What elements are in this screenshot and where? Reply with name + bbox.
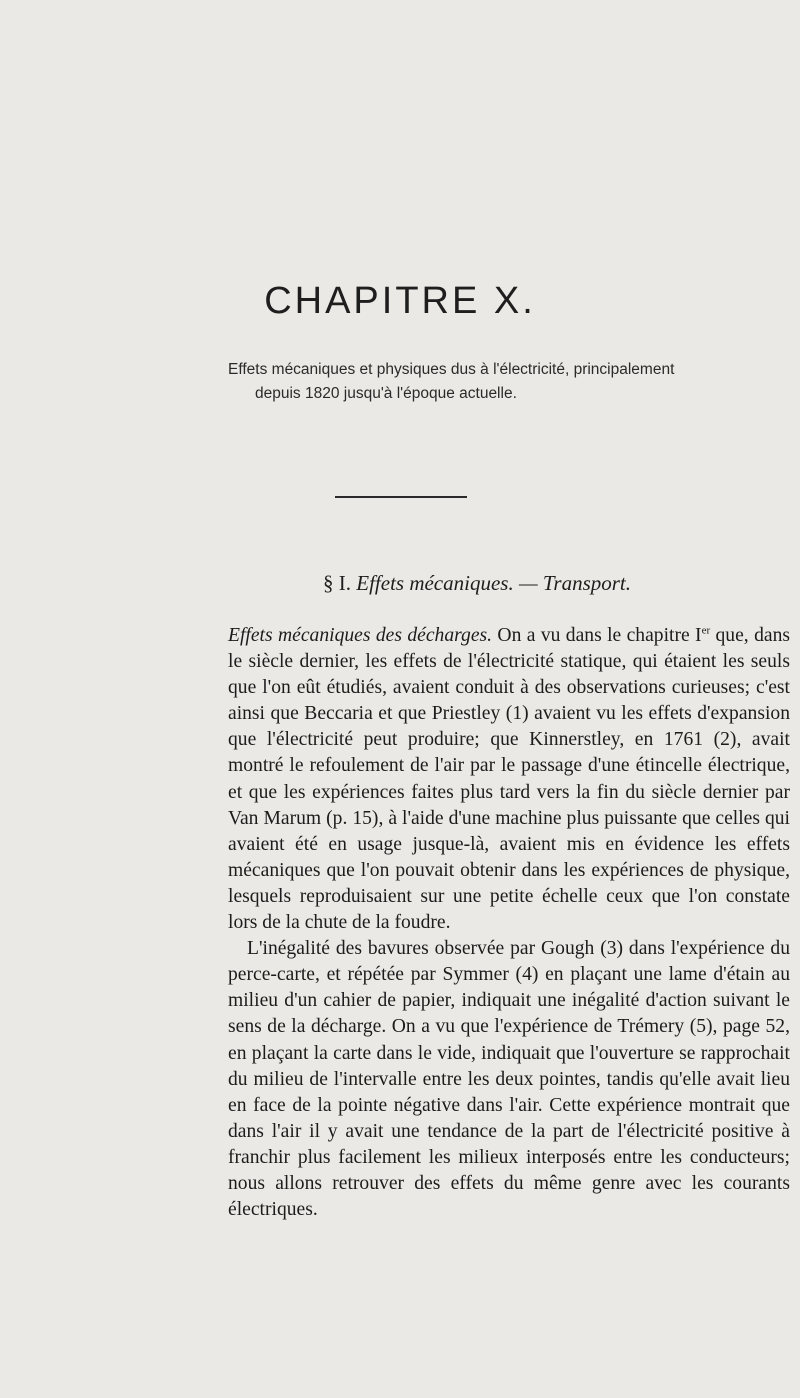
paragraph-1-lead: Effets mécaniques des décharges. [228, 625, 493, 646]
section-heading [323, 571, 793, 596]
paragraph-1-text-a: On a vu dans le chapitre I [492, 625, 702, 646]
chapter-title: CHAPITRE X. [264, 280, 536, 322]
section-title: Effets mécaniques. — Transport. [356, 571, 632, 595]
section-number: § I. [323, 571, 351, 595]
paragraph-1-text-b: que, dans le siècle dernier, les effets de l'électricité statique, qui étaient les seuls que l'on eût étudiés, avaient conduit à des observations curieuses; c'est ainsi que Beccaria et que Priestley (1) avaient vu les effets d'expansion que l'électricité peut produire; que Kinnerstley, en 1761 (2), avait montré le refoulement de l'air par le passage d'une étincelle électrique, et que les expériences faites plus tard vers la fin du siècle dernier par Van Marum (p. 15), à l'aide d'une machine plus puissante que celles qui avaient été en usage jusque-là, avaient mis en évidence les effets mécaniques que l'on pouvait obtenir dans les expériences de physique, lesquels reproduisaient sur une petite échelle ceux que l'on constate lors de la chute de la foudre. [228, 625, 790, 934]
paragraph-2: L'inégalité des bavures observée par Gough (3) dans l'expérience du perce-carte, et répétée par Symmer (4) en plaçant une lame d'étain au milieu d'un cahier de papier, indiquait une inégalité d'action suivant le sens de la décharge. On a vu que l'expérience de Trémery (5), page 52, en plaçant la carte dans le vide, indiquait que l'ouverture se rapprochait du milieu de l'intervalle entre les deux pointes, tandis qu'elle avait lieu en face de la pointe négative dans l'air. Cette expérience montrait que dans l'air il y avait une tendance de la part de l'électricité positive à franchir plus facilement les milieux interposés entre les conducteurs; nous allons retrouver des effets du même genre avec les courants électriques. [228, 938, 790, 1221]
body-text [228, 623, 790, 1223]
chapter-subtitle [228, 358, 788, 406]
chapter-subtitle-line-1: Effets mécaniques et physiques dus à l'électricité, principalement [228, 361, 675, 378]
divider-rule [335, 496, 467, 498]
chapter-subtitle-line-2: depuis 1820 jusqu'à l'époque actuelle. [255, 385, 517, 402]
paragraph-1-superscript: er [701, 624, 711, 637]
paragraph-1 [228, 623, 790, 936]
